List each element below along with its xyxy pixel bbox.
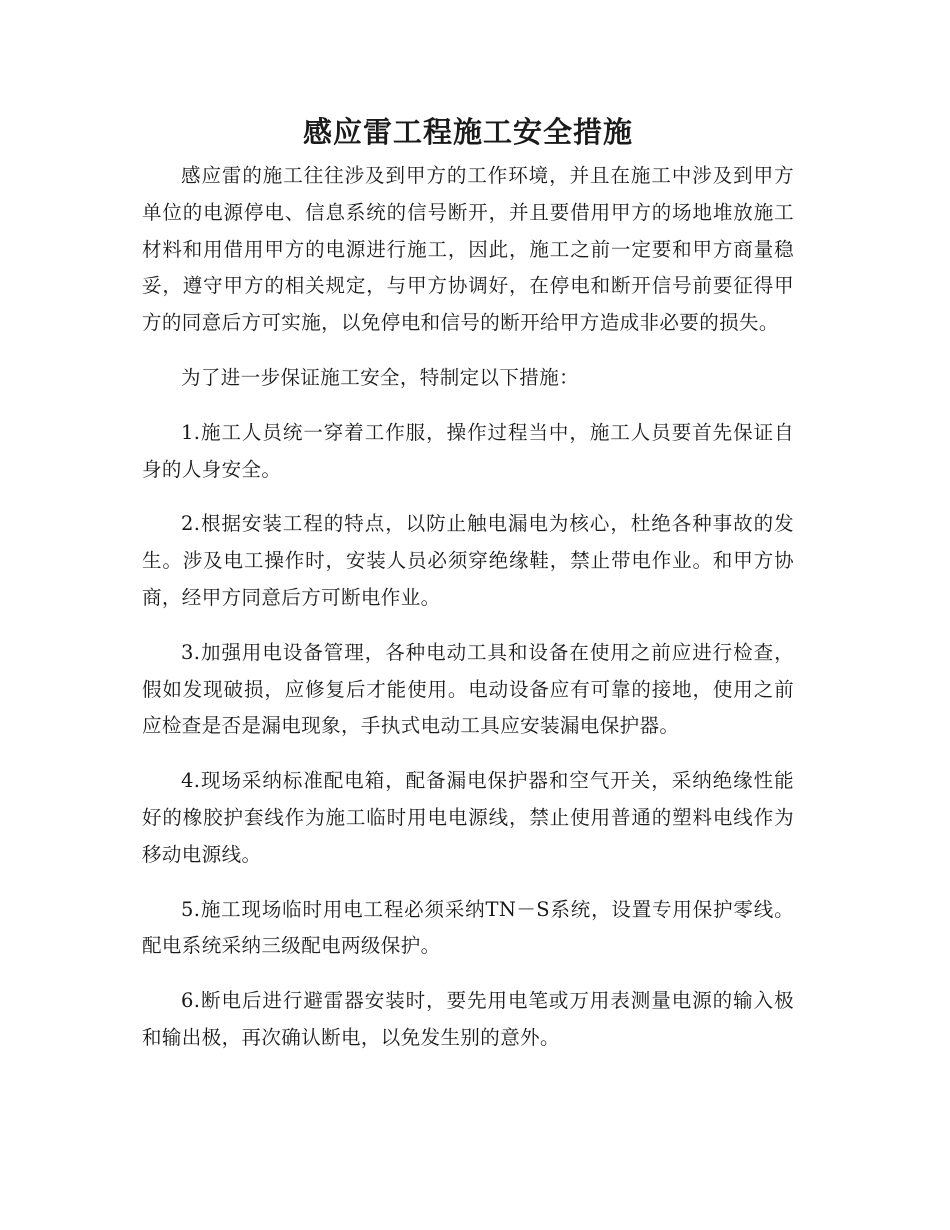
paragraph-measures-lead: 为了进一步保证施工安全，特制定以下措施：: [181, 365, 580, 389]
document-title: 感应雷工程施工安全措施: [302, 115, 633, 149]
paragraph-intro: 感应雷的施工往往涉及到甲方的工作环境，并且在施工中涉及到甲方单位的电源停电、信息系统的信号断开，并且要借用甲方的场地堆放施工材料和用借用甲方的电源进行施工，因此，施工之前一定要和甲方商量稳妥，遵守甲方的相关规定，与甲方协调好，在停电和断开信号前要征得甲方的同意后方可实施，以免停电和信号的断开给甲方造成非必要的损失。: [142, 164, 794, 335]
paragraph-measure-4: 4.现场采纳标准配电箱，配备漏电保护器和空气开关，采纳绝缘性能好的橡胶护套线作为施工临时用电电源线，禁止使用普通的塑料电线作为移动电源线。: [142, 769, 794, 866]
document-page: [142, 112, 794, 1075]
paragraph-measure-5: 5.施工现场临时用电工程必须采纳TN－S系统，设置专用保护零线。配电系统采纳三级配电两级保护。: [142, 897, 794, 958]
paragraph-measure-6: 6.断电后进行避雷器安装时，要先用电笔或万用表测量电源的输入极和输出极，再次确认断电，以免发生别的意外。: [142, 989, 794, 1049]
paragraph-measure-1: 1.施工人员统一穿着工作服，操作过程当中，施工人员要首先保证自身的人身安全。: [142, 420, 794, 481]
paragraph-measure-2: 2.根据安装工程的特点，以防止触电漏电为核心，杜绝各种事故的发生。涉及电工操作时，安装人员必须穿绝缘鞋，禁止带电作业。和甲方协商，经甲方同意后方可断电作业。: [142, 512, 794, 609]
paragraph-measure-3: 3.加强用电设备管理，各种电动工具和设备在使用之前应进行检查，假如发现破损，应修复后才能使用。电动设备应有可靠的接地，使用之前应检查是否是漏电现象，手执式电动工具应安装漏电保护器。: [142, 640, 794, 738]
